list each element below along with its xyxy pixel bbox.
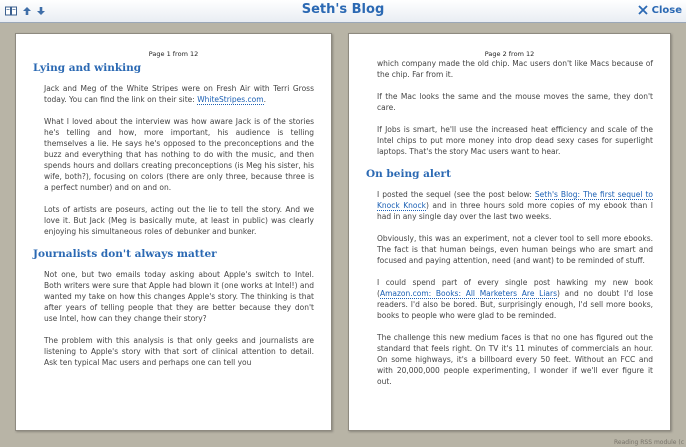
paragraph: What I loved about the interview was how aware Jack is of the stories he's telling and how, more important, his audience is telling themselves a lie. He says he's opposed to the preconceptions and the buzz and everything that has nothing to do with the music, and then spends hours and dollars creating preconceptions (is Meg his sister, his wife, both?), focusing on colors (there are only three, because three is a perfect number) and on and on. — [44, 117, 314, 192]
link-whitestripes[interactable]: WhiteStripes.com — [197, 95, 264, 104]
post-title[interactable]: Journalists don't always matter — [33, 248, 217, 260]
paragraph: If the Mac looks the same and the mouse moves the same, they don't care. — [377, 92, 653, 112]
post-title[interactable]: Lying and winking — [33, 62, 142, 74]
post-title[interactable]: On being alert — [366, 168, 451, 180]
page-number: Page 2 from 12 — [484, 50, 535, 58]
close-icon — [637, 4, 649, 16]
paragraph: I could spend part of every single post hawking my new book (Amazon.com: Books: All Marketers Are Liars) and no doubt I'd lose readers. I'd also be bored. But, surprisingly enough, I'd sell more books, books to people who were glad to be reminded. — [377, 278, 653, 320]
page-number: Page 1 from 12 — [148, 50, 199, 58]
close-button[interactable] — [637, 4, 682, 16]
page-left — [15, 33, 332, 431]
paragraph: Not one, but two emails today asking about Apple's switch to Intel. Both writers were sure that Apple had blown it (one works at Intel!) and wanted my take on how this changes Apple's story. The thinking is that after years of telling people that they are better because they don't use Intel, how can they change their story? — [44, 270, 314, 323]
paragraph: Obviously, this was an experiment, not a clever tool to sell more ebooks. The fact is that human beings, even human beings who are smart and focused and paying attention, need (and want) to be reminded of stuff. — [377, 234, 653, 265]
paragraph: Lots of artists are poseurs, acting out the lie to tell the story. And we love it. But Jack (Meg is basically mute, at least in public) was clearly enjoying his simultaneous roles of debunker and bunker. — [44, 205, 314, 236]
footer-credit: Reading RSS module (c — [614, 439, 684, 446]
link-first-sequel[interactable]: Seth's Blog: The first sequel to Knock Knock — [377, 190, 653, 210]
paragraph: If Jobs is smart, he'll use the increased heat efficiency and scale of the Intel chips to put more money into drop dead sexy cases for superlight laptops. That's the story Mac users want to hear. — [377, 125, 653, 156]
link-amazon-book[interactable]: Amazon.com: Books: All Marketers Are Liars — [379, 289, 558, 298]
top-toolbar — [0, 0, 686, 23]
paragraph: I posted the sequel (see the post below: Seth's Blog: The first sequel to Knock Knock) and in three hours sold more copies of my ebook than I had in any single day over the last two weeks. — [377, 190, 653, 221]
close-label: Close — [651, 4, 682, 16]
paragraph: The challenge this new medium faces is that no one has figured out the standard that feels right. On TV it's 11 minutes of commercials an hour. On some highways, it's a billboard every 50 feet. Without an FCC and with 20,000,000 people experimenting, I wonder if we'll ever figure it out. — [377, 333, 653, 386]
paragraph: The problem with this analysis is that only geeks and journalists are listening to Apple's story with that sort of clinical attention to detail. Ask ten typical Mac users and perhaps one can tell you — [44, 336, 314, 367]
page-right — [348, 33, 671, 431]
window-title: Seth's Blog — [301, 2, 385, 17]
paragraph: which company made the old chip. Mac users don't like Macs because of the chip. Far from it. — [377, 59, 653, 79]
paragraph: Jack and Meg of the White Stripes were on Fresh Air with Terri Gross today. You can find the link on their site: WhiteStripes.com. — [44, 84, 314, 104]
